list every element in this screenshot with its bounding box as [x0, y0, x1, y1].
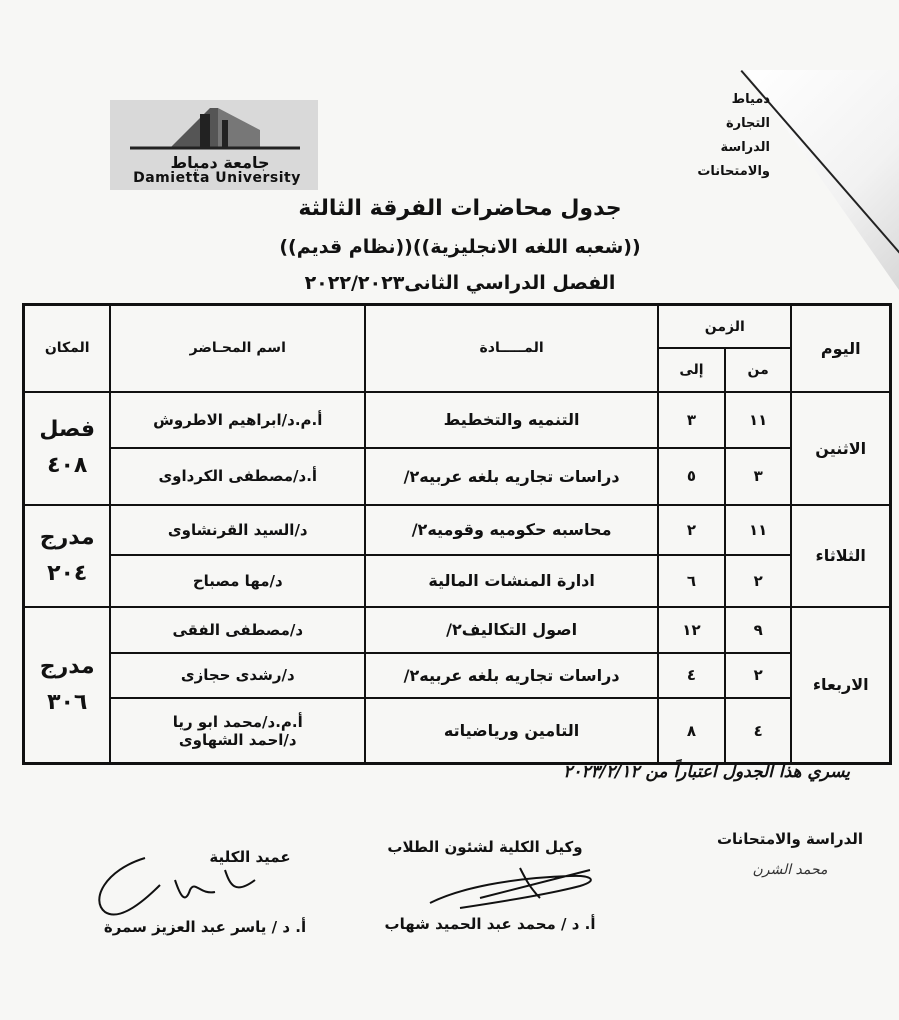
to-cell: ٢	[658, 505, 725, 555]
from-cell: ٢	[725, 555, 792, 607]
to-cell: ١٢	[658, 607, 725, 653]
place-cell	[24, 607, 111, 764]
signature-title: عميد الكلية	[209, 848, 291, 866]
to-cell: ٥	[658, 448, 725, 505]
table-row	[24, 448, 891, 505]
from-cell: ١١	[725, 392, 792, 449]
day-cell: الثلاثاء	[791, 505, 890, 607]
place-number: ٤٠٨	[47, 453, 88, 479]
schedule-term: الفصل الدراسي الثانى٢٠٢٢/٢٠٢٣	[304, 272, 616, 294]
place-number: ٢٠٤	[47, 560, 88, 586]
lecturer-cell: د/مها مصباح	[110, 555, 365, 607]
signature-handwriting: محمد الشرن	[752, 862, 828, 878]
from-cell: ٣	[725, 448, 792, 505]
signature-title: وكيل الكلية لشئون الطلاب	[387, 838, 583, 856]
subject-cell: دراسات تجاريه بلغه عربيه٢/	[365, 448, 658, 505]
place-type: مدرج	[39, 524, 95, 550]
place-cell	[24, 505, 111, 607]
subject-cell: اصول التكاليف٢/	[365, 607, 658, 653]
subject-cell: التنميه والتخطيط	[365, 392, 658, 449]
place-type: مدرج	[39, 653, 95, 679]
to-cell: ٨	[658, 698, 725, 763]
header-line-1: دمياط	[731, 92, 770, 107]
day-cell: الاربعاء	[791, 607, 890, 764]
place-type: فصل	[39, 417, 96, 443]
subject-cell: التامين ورياضياته	[365, 698, 658, 763]
header-to: إلى	[658, 348, 725, 392]
from-cell: ٢	[725, 653, 792, 699]
lecturer-name: أ.م.د/محمد ابو ريا	[172, 712, 303, 731]
table-row	[24, 392, 891, 449]
vice-dean-signature-icon	[420, 858, 610, 918]
header-line-2: التجارة	[725, 116, 770, 131]
table-row	[24, 607, 891, 653]
schedule-title: جدول محاضرات الفرقة الثالثة	[298, 196, 622, 221]
lecturer-cell: د/السيد القرنشاوى	[110, 505, 365, 555]
schedule-table-wrapper	[22, 303, 892, 765]
lecturer-cell: أ.د/مصطفى الكرداوى	[110, 448, 365, 505]
dean-name: أ. د / ياسر عبد العزيز سمرة	[103, 918, 307, 936]
to-cell: ٦	[658, 555, 725, 607]
subject-cell: محاسبه حكوميه وقوميه٢/	[365, 505, 658, 555]
table-row	[24, 555, 891, 607]
day-cell: الاثنين	[791, 392, 890, 505]
from-cell: ١١	[725, 505, 792, 555]
effective-date-note: يسري هذا الجدول اعتباراً من ٢٠٢٣/٢/١٢	[563, 762, 850, 782]
logo-arabic: جامعة دمياط	[170, 153, 270, 172]
to-cell: ٤	[658, 653, 725, 699]
header-day: اليوم	[791, 305, 890, 392]
schedule-subtitle: ((شعبه اللغه الانجليزية))((نظام قديم))	[279, 236, 641, 258]
vice-dean-name: أ. د / محمد عبد الحميد شهاب	[384, 915, 596, 933]
header-subject: المـــــادة	[365, 305, 658, 392]
logo-text: Damietta University	[133, 170, 301, 186]
from-cell: ٤	[725, 698, 792, 763]
signature-exams	[700, 830, 880, 878]
lecturer-cell	[110, 698, 365, 763]
header-lecturer: اسم المحـاضر	[110, 305, 365, 392]
signature-vice-dean	[370, 838, 600, 856]
place-cell	[24, 392, 111, 505]
header-place: المكان	[24, 305, 111, 392]
header-row	[24, 305, 891, 349]
signature-title: الدراسة والامتحانات	[716, 830, 864, 848]
header-time: الزمن	[658, 305, 791, 349]
lecturer-cell: د/رشدى حجازى	[110, 653, 365, 699]
schedule-table	[22, 303, 892, 765]
subject-cell: ادارة المنشات المالية	[365, 555, 658, 607]
to-cell: ٣	[658, 392, 725, 449]
dean-signature-icon	[85, 850, 275, 925]
lecturer-cell: د/مصطفى الفقى	[110, 607, 365, 653]
header-from: من	[725, 348, 792, 392]
header-line-3: الدراسة والامتحانات	[697, 140, 770, 179]
table-row	[24, 653, 891, 699]
subject-cell: دراسات تجاريه بلغه عربيه٢/	[365, 653, 658, 699]
place-number: ٣٠٦	[47, 689, 88, 715]
table-row	[24, 505, 891, 555]
header-department	[697, 88, 770, 184]
lecturer-cell: أ.م.د/ابراهيم الاطروش	[110, 392, 365, 449]
from-cell: ٩	[725, 607, 792, 653]
table-row	[24, 698, 891, 763]
lecturer-name-2: د/احمد الشهاوى	[178, 730, 297, 749]
